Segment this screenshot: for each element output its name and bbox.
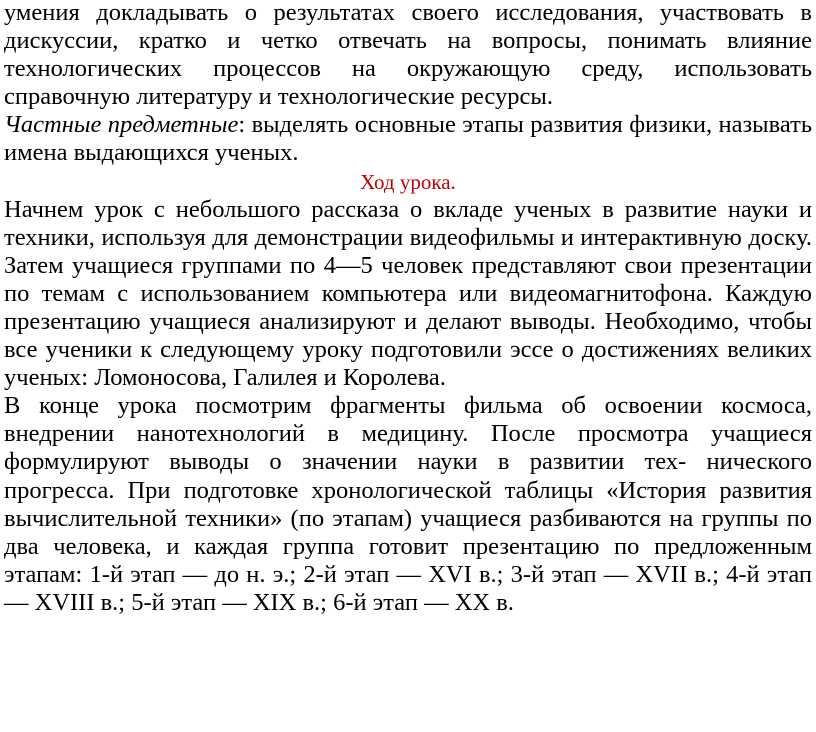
paragraph-subject-results [0, 111, 812, 167]
lesson-heading: Ход урока. [360, 169, 456, 194]
paragraph-lesson-start: Начнем урок с небольшого рассказа о вкладе ученых в развитие науки и техники, используя для демонстрации видеофильмы и интерактивную доску. Затем учащиеся группами по 4—5 человек представляют свои презентации по темам с использованием компьютера или видеомагнитофона. Каждую презентацию учащиеся анализируют и делают выводы. Необходимо, чтобы все ученики к следующему уроку подготовили эссе о достижениях великих ученых: Ломоносова, Галилея и Королева. [4, 195, 812, 392]
paragraph-lesson-end: В конце урока посмотрим фрагменты фильма об освоении космоса, внедрении нанотехнологий в медицину. После просмотра учащиеся формулируют выводы о значении науки в развитии тех- нического прогресса. При подготовке хронологической таблицы «История развития вычислительной техники» (по этапам) учащиеся разбиваются на группы по два человека, и каждая группа готовит презентацию по предложенным этапам: 1-й этап — до н. э.; 2-й этап — XVI в.; 3-й этап — XVII в.; 4-й этап — XVIII в.; 5-й этап — XIX в.; 6-й этап — XX в. [4, 392, 812, 616]
paragraph-intro: умения докладывать о результатах своего исследования, участвовать в дискуссии, кратко и четко отвечать на вопросы, понимать влияние технологических процессов на окружающую среду, использовать справочную литературу и технологические ресурсы. [4, 0, 812, 111]
subject-results-text: : выделять основные этапы развития физики, называть имена выдающихся ученых. [4, 111, 812, 167]
subject-results-label: Частные предметные [4, 111, 239, 139]
